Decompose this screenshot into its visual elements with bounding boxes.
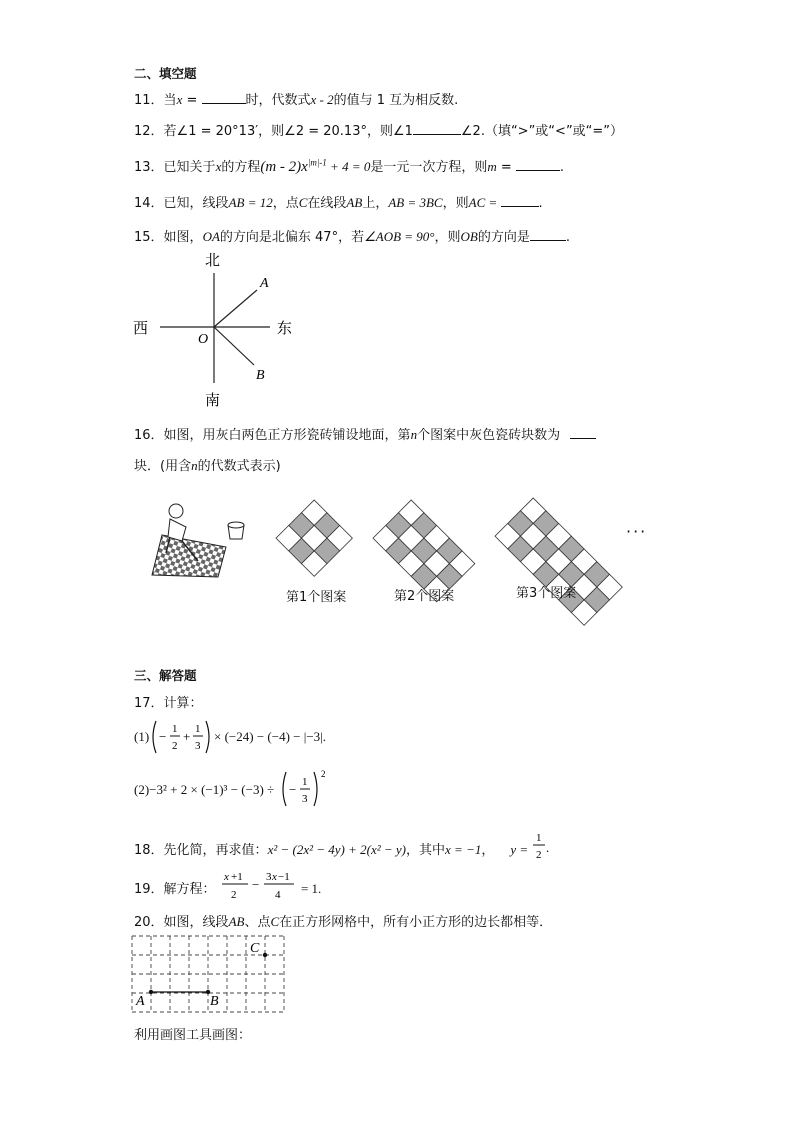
q17-1-label: (1) bbox=[134, 729, 150, 744]
grid-label-c: C bbox=[250, 941, 260, 956]
question-20 bbox=[134, 911, 552, 930]
instruction-drawing-tools: 利用画图工具画图： bbox=[134, 1028, 252, 1043]
question-19 bbox=[134, 866, 321, 904]
q16-number: 16． bbox=[134, 428, 164, 443]
q20-text-a: 如图，线段 bbox=[163, 915, 229, 930]
grid-lines bbox=[132, 936, 284, 1012]
q11-eq: = bbox=[182, 93, 202, 108]
svg-text:1: 1 bbox=[536, 832, 542, 844]
q18-number: 18． bbox=[134, 842, 164, 858]
point-a bbox=[149, 990, 153, 994]
label-o: O bbox=[198, 332, 209, 347]
q13-text-b: 的方程 bbox=[221, 160, 261, 175]
q19-text-a: 解方程： bbox=[163, 881, 216, 897]
q19-equation-fractions bbox=[220, 866, 304, 904]
q17-text: 计算： bbox=[163, 696, 203, 711]
ray-oa bbox=[214, 290, 257, 327]
q13-number: 13． bbox=[134, 160, 164, 175]
svg-text:+1: +1 bbox=[230, 871, 243, 883]
question-17-2 bbox=[134, 768, 326, 808]
q13-expr-tail: + 4 = 0 bbox=[326, 159, 371, 174]
q14-text-c: 在线段 bbox=[307, 196, 347, 211]
q18-y-fraction bbox=[531, 828, 551, 864]
svg-text:−: − bbox=[159, 729, 167, 744]
q18-sep: ， bbox=[481, 842, 495, 858]
square-grid-figure bbox=[128, 934, 288, 1014]
q11-expr: x - 2 bbox=[310, 92, 334, 107]
tiling-worker-illustration bbox=[148, 497, 252, 579]
q11-var: x bbox=[176, 92, 183, 107]
label-east: 东 bbox=[277, 319, 293, 337]
q18-text-a: 先化简，再求值： bbox=[163, 842, 268, 858]
label-b: B bbox=[256, 368, 265, 383]
question-14: 14．已知，线段AB = 12，点C在线段AB上，AB = 3BC，则AC = . bbox=[134, 195, 543, 211]
q15-number: 15． bbox=[134, 230, 164, 245]
svg-text:1: 1 bbox=[302, 776, 308, 788]
q16-text-b: 个图案中灰色瓷砖块数为 bbox=[417, 428, 561, 443]
question-15: 15．如图，OA的方向是北偏东 47°，若∠AOB = 90°，则OB的方向是 . bbox=[134, 229, 571, 245]
q13-eq: = bbox=[496, 160, 516, 175]
q20-number: 20． bbox=[134, 915, 164, 930]
question-18 bbox=[134, 828, 551, 864]
q17-number: 17． bbox=[134, 696, 164, 711]
answer-blank-12[interactable] bbox=[413, 122, 461, 135]
svg-text:2: 2 bbox=[536, 849, 542, 861]
q15-text-d: 的方向是 bbox=[477, 230, 530, 245]
pattern-label-1: 第1个图案 bbox=[286, 590, 347, 605]
question-11 bbox=[134, 89, 458, 108]
svg-text:.: . bbox=[546, 840, 550, 855]
tile-pattern-3 bbox=[493, 496, 625, 628]
q20-text-b: 、点 bbox=[244, 915, 271, 930]
q17-2-power-group bbox=[280, 768, 332, 808]
section-title-fill-in: 二、填空题 bbox=[134, 66, 197, 81]
q15-aob: ∠AOB = 90° bbox=[364, 229, 435, 244]
svg-text:3: 3 bbox=[265, 871, 272, 883]
answer-blank-13[interactable] bbox=[516, 158, 560, 171]
svg-text:x: x bbox=[271, 871, 277, 883]
q15-ob: OB bbox=[460, 229, 478, 244]
q15-text-b: 的方向是北偏东 47°，若 bbox=[219, 230, 365, 245]
svg-text:x: x bbox=[223, 871, 229, 883]
svg-text:2: 2 bbox=[321, 769, 326, 779]
question-17 bbox=[134, 692, 203, 711]
q18-expr: x² − (2x² − 4y) + 2(x² − y) bbox=[267, 841, 407, 857]
q18-x-value: x = −1 bbox=[445, 841, 482, 857]
question-16 bbox=[134, 424, 596, 443]
label-north: 北 bbox=[205, 251, 221, 269]
q18-text-b: ，其中 bbox=[406, 842, 446, 858]
question-16-line2 bbox=[134, 455, 281, 474]
q15-text-c: ，则 bbox=[434, 230, 461, 245]
q14-number: 14． bbox=[134, 196, 164, 211]
tiled-floor bbox=[152, 535, 226, 577]
q11-text-a: 当 bbox=[163, 93, 177, 108]
grid-label-a: A bbox=[136, 994, 145, 1009]
svg-text:3: 3 bbox=[195, 740, 201, 752]
svg-text:3: 3 bbox=[302, 793, 308, 805]
tile-pattern-1 bbox=[274, 498, 355, 579]
section-title-solve: 三、解答题 bbox=[134, 668, 197, 683]
worker-head bbox=[169, 504, 183, 518]
q17-1-expr: × (−24) − (−4) − |−3|. bbox=[214, 729, 327, 744]
question-13: 13．已知关于x的方程$(m - 2)x^{|m|-1} + 4 = 0$是一元一次方程，则m = . bbox=[134, 157, 565, 175]
q12-number: 12． bbox=[134, 124, 164, 139]
pattern-ellipsis: ··· bbox=[626, 522, 648, 541]
label-south: 南 bbox=[205, 391, 221, 409]
q13-m: m bbox=[487, 159, 497, 174]
svg-text:+: + bbox=[183, 729, 191, 744]
svg-text:2: 2 bbox=[172, 740, 178, 752]
answer-blank-11[interactable] bbox=[202, 91, 246, 104]
svg-text:4: 4 bbox=[274, 889, 281, 901]
q16-n-2: n bbox=[191, 458, 198, 473]
q15-oa: OA bbox=[202, 229, 220, 244]
q13-text-c: 是一元一次方程，则 bbox=[370, 160, 488, 175]
svg-text:−: − bbox=[289, 782, 297, 797]
pattern-label-2: 第2个图案 bbox=[394, 589, 455, 604]
label-a: A bbox=[260, 276, 269, 291]
q12-text: 若∠1 = 20°13′，则∠2 = 20.13°，则∠1 bbox=[163, 124, 413, 139]
svg-text:2: 2 bbox=[230, 889, 237, 901]
ray-ob bbox=[214, 327, 254, 365]
q12-tail: ∠2.（填“>”或“<”或“=”） bbox=[460, 124, 624, 139]
svg-text:1: 1 bbox=[195, 723, 201, 735]
q14-text-a: 已知，线段 bbox=[163, 196, 229, 211]
q14-ac: AC = bbox=[468, 195, 501, 210]
compass-figure bbox=[125, 245, 305, 415]
grid-label-b: B bbox=[210, 994, 219, 1009]
q17-2-label: (2) bbox=[134, 782, 150, 797]
q13-expr-exp: |m|-1 bbox=[307, 157, 327, 168]
q13-expr-base: (m - 2)x bbox=[260, 159, 308, 175]
q20-text-c: 在正方形网格中，所有小正方形的边长都相等． bbox=[279, 915, 553, 930]
q16-text-d: 的代数式表示) bbox=[197, 459, 281, 474]
q14-point-c: C bbox=[298, 195, 308, 210]
q13-text-a: 已知关于 bbox=[163, 160, 216, 175]
svg-text:−: − bbox=[251, 877, 260, 892]
q16-n: n bbox=[410, 427, 418, 442]
q19-tail: = 1. bbox=[297, 880, 322, 896]
q17-1-fraction-group bbox=[150, 719, 212, 755]
answer-blank-14[interactable] bbox=[501, 194, 539, 207]
q14-ab3bc: AB = 3BC bbox=[388, 195, 443, 210]
q19-number: 19． bbox=[134, 881, 164, 897]
bucket-rim bbox=[228, 522, 244, 528]
q14-ab12: AB = 12 bbox=[228, 195, 273, 210]
q13-var: x bbox=[215, 159, 222, 174]
q11-number: 11． bbox=[134, 93, 164, 108]
svg-text:−1: −1 bbox=[277, 871, 290, 883]
q14-text-d: 上， bbox=[362, 196, 389, 211]
question-17-1 bbox=[134, 719, 327, 755]
q17-2-expr: −3² + 2 × (−1)³ − (−3) ÷ bbox=[149, 782, 275, 797]
label-west: 西 bbox=[133, 319, 149, 337]
pattern-label-3: 第3个图案 bbox=[516, 586, 577, 601]
q14-text-b: ，点 bbox=[272, 196, 299, 211]
q16-text-c: 块．(用含 bbox=[134, 459, 192, 474]
q11-text-b: 时，代数式 bbox=[245, 93, 311, 108]
q20-ab: AB bbox=[228, 914, 245, 929]
answer-blank-16[interactable] bbox=[570, 426, 596, 439]
point-c bbox=[263, 953, 267, 957]
q11-text-c: 的值与 1 互为相反数. bbox=[333, 93, 459, 108]
q16-text-a: 如图，用灰白两色正方形瓷砖铺设地面，第 bbox=[163, 428, 411, 443]
q18-y-value: y = bbox=[510, 841, 532, 857]
q14-ab: AB bbox=[346, 195, 363, 210]
q15-text-a: 如图， bbox=[163, 230, 203, 245]
question-12 bbox=[134, 120, 623, 139]
svg-text:1: 1 bbox=[172, 723, 178, 735]
q14-text-e: ，则 bbox=[442, 196, 469, 211]
answer-blank-15[interactable] bbox=[530, 228, 566, 241]
worker-body bbox=[168, 519, 186, 541]
q20-point-c: C bbox=[270, 914, 280, 929]
